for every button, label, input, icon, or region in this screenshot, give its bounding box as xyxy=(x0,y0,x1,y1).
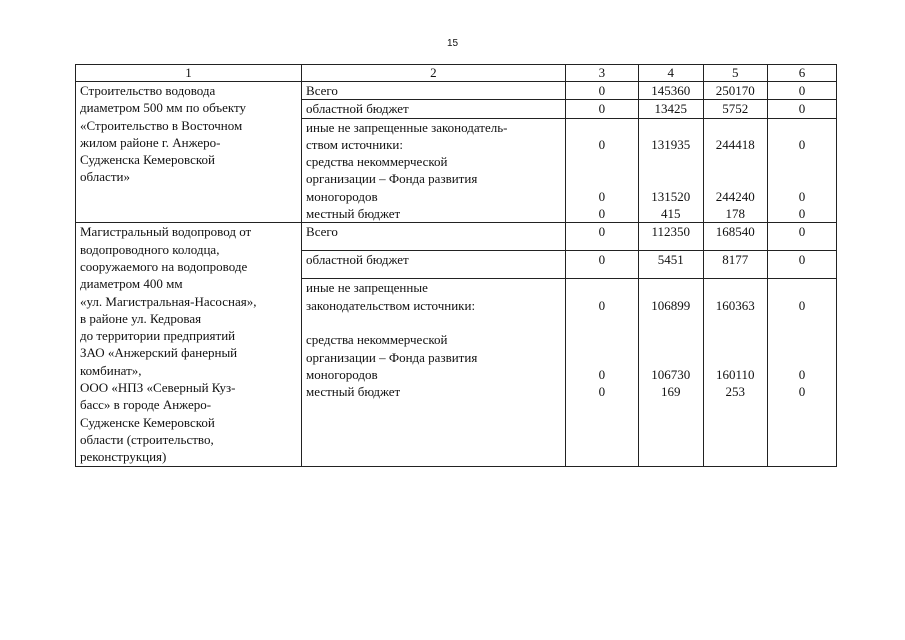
value-column: 160363 160110 253 xyxy=(703,279,768,466)
header-cell-1: 1 xyxy=(76,65,302,82)
inye-label: иные не запрещенные законодатель- ством источники: средства некоммерческой организации – Фонда развития моногородов местный бюджет xyxy=(302,118,566,223)
value-cell: 250170 xyxy=(703,82,768,100)
value-cell: 0 xyxy=(565,82,638,100)
value-cell: 0 xyxy=(768,251,837,279)
value-cell: 8177 xyxy=(703,251,768,279)
value-column: 0 0 0 xyxy=(768,279,837,466)
oblast-label: областной бюджет xyxy=(302,100,566,118)
value-cell: 0 xyxy=(565,251,638,279)
value-column: 0 0 0 xyxy=(565,118,638,223)
page-number: 15 xyxy=(446,38,459,49)
value-cell: 5752 xyxy=(703,100,768,118)
value-cell: 168540 xyxy=(703,223,768,251)
value-cell: 0 xyxy=(768,223,837,251)
value-cell: 0 xyxy=(565,100,638,118)
vsego-label: Всего xyxy=(302,223,566,251)
value-cell: 0 xyxy=(768,100,837,118)
value-column: 244418 244240 178 xyxy=(703,118,768,223)
header-cell-6: 6 xyxy=(768,65,837,82)
inye-label: иные не запрещенные законодательством источники: средства некоммерческой организации – Фонда развития моногородов местный бюджет xyxy=(302,279,566,466)
value-cell: 5451 xyxy=(638,251,703,279)
value-cell: 112350 xyxy=(638,223,703,251)
object2-vsego-row xyxy=(76,223,837,251)
value-column: 131935 131520 415 xyxy=(638,118,703,223)
header-cell-4: 4 xyxy=(638,65,703,82)
object1-name: Строительство водовода диаметром 500 мм по объекту «Строительство в Восточном жилом районе г. Анжеро- Судженска Кемеровской области» xyxy=(76,82,302,223)
value-cell: 0 xyxy=(768,82,837,100)
object1-vsego-row xyxy=(76,82,837,100)
value-cell: 145360 xyxy=(638,82,703,100)
header-cell-5: 5 xyxy=(703,65,768,82)
header-cell-3: 3 xyxy=(565,65,638,82)
header-cell-2: 2 xyxy=(302,65,566,82)
funding-table xyxy=(75,64,837,467)
value-column: 0 0 0 xyxy=(565,279,638,466)
vsego-label: Всего xyxy=(302,82,566,100)
oblast-label: областной бюджет xyxy=(302,251,566,279)
object2-name: Магистральный водопровод от водопроводного колодца, сооружаемого на водопроводе диаметром 400 мм «ул. Магистральная-Насосная», в районе ул. Кедровая до территории предприятий ЗАО «Анжерский фанерный комбинат», ООО «НПЗ «Северный Куз- басс» в городе Анжеро- Судженске Кемеровской области (строительство, реконструкция) xyxy=(76,223,302,466)
value-cell: 0 xyxy=(565,223,638,251)
value-column: 106899 106730 169 xyxy=(638,279,703,466)
value-cell: 13425 xyxy=(638,100,703,118)
value-column: 0 0 0 xyxy=(768,118,837,223)
header-row xyxy=(76,65,837,82)
